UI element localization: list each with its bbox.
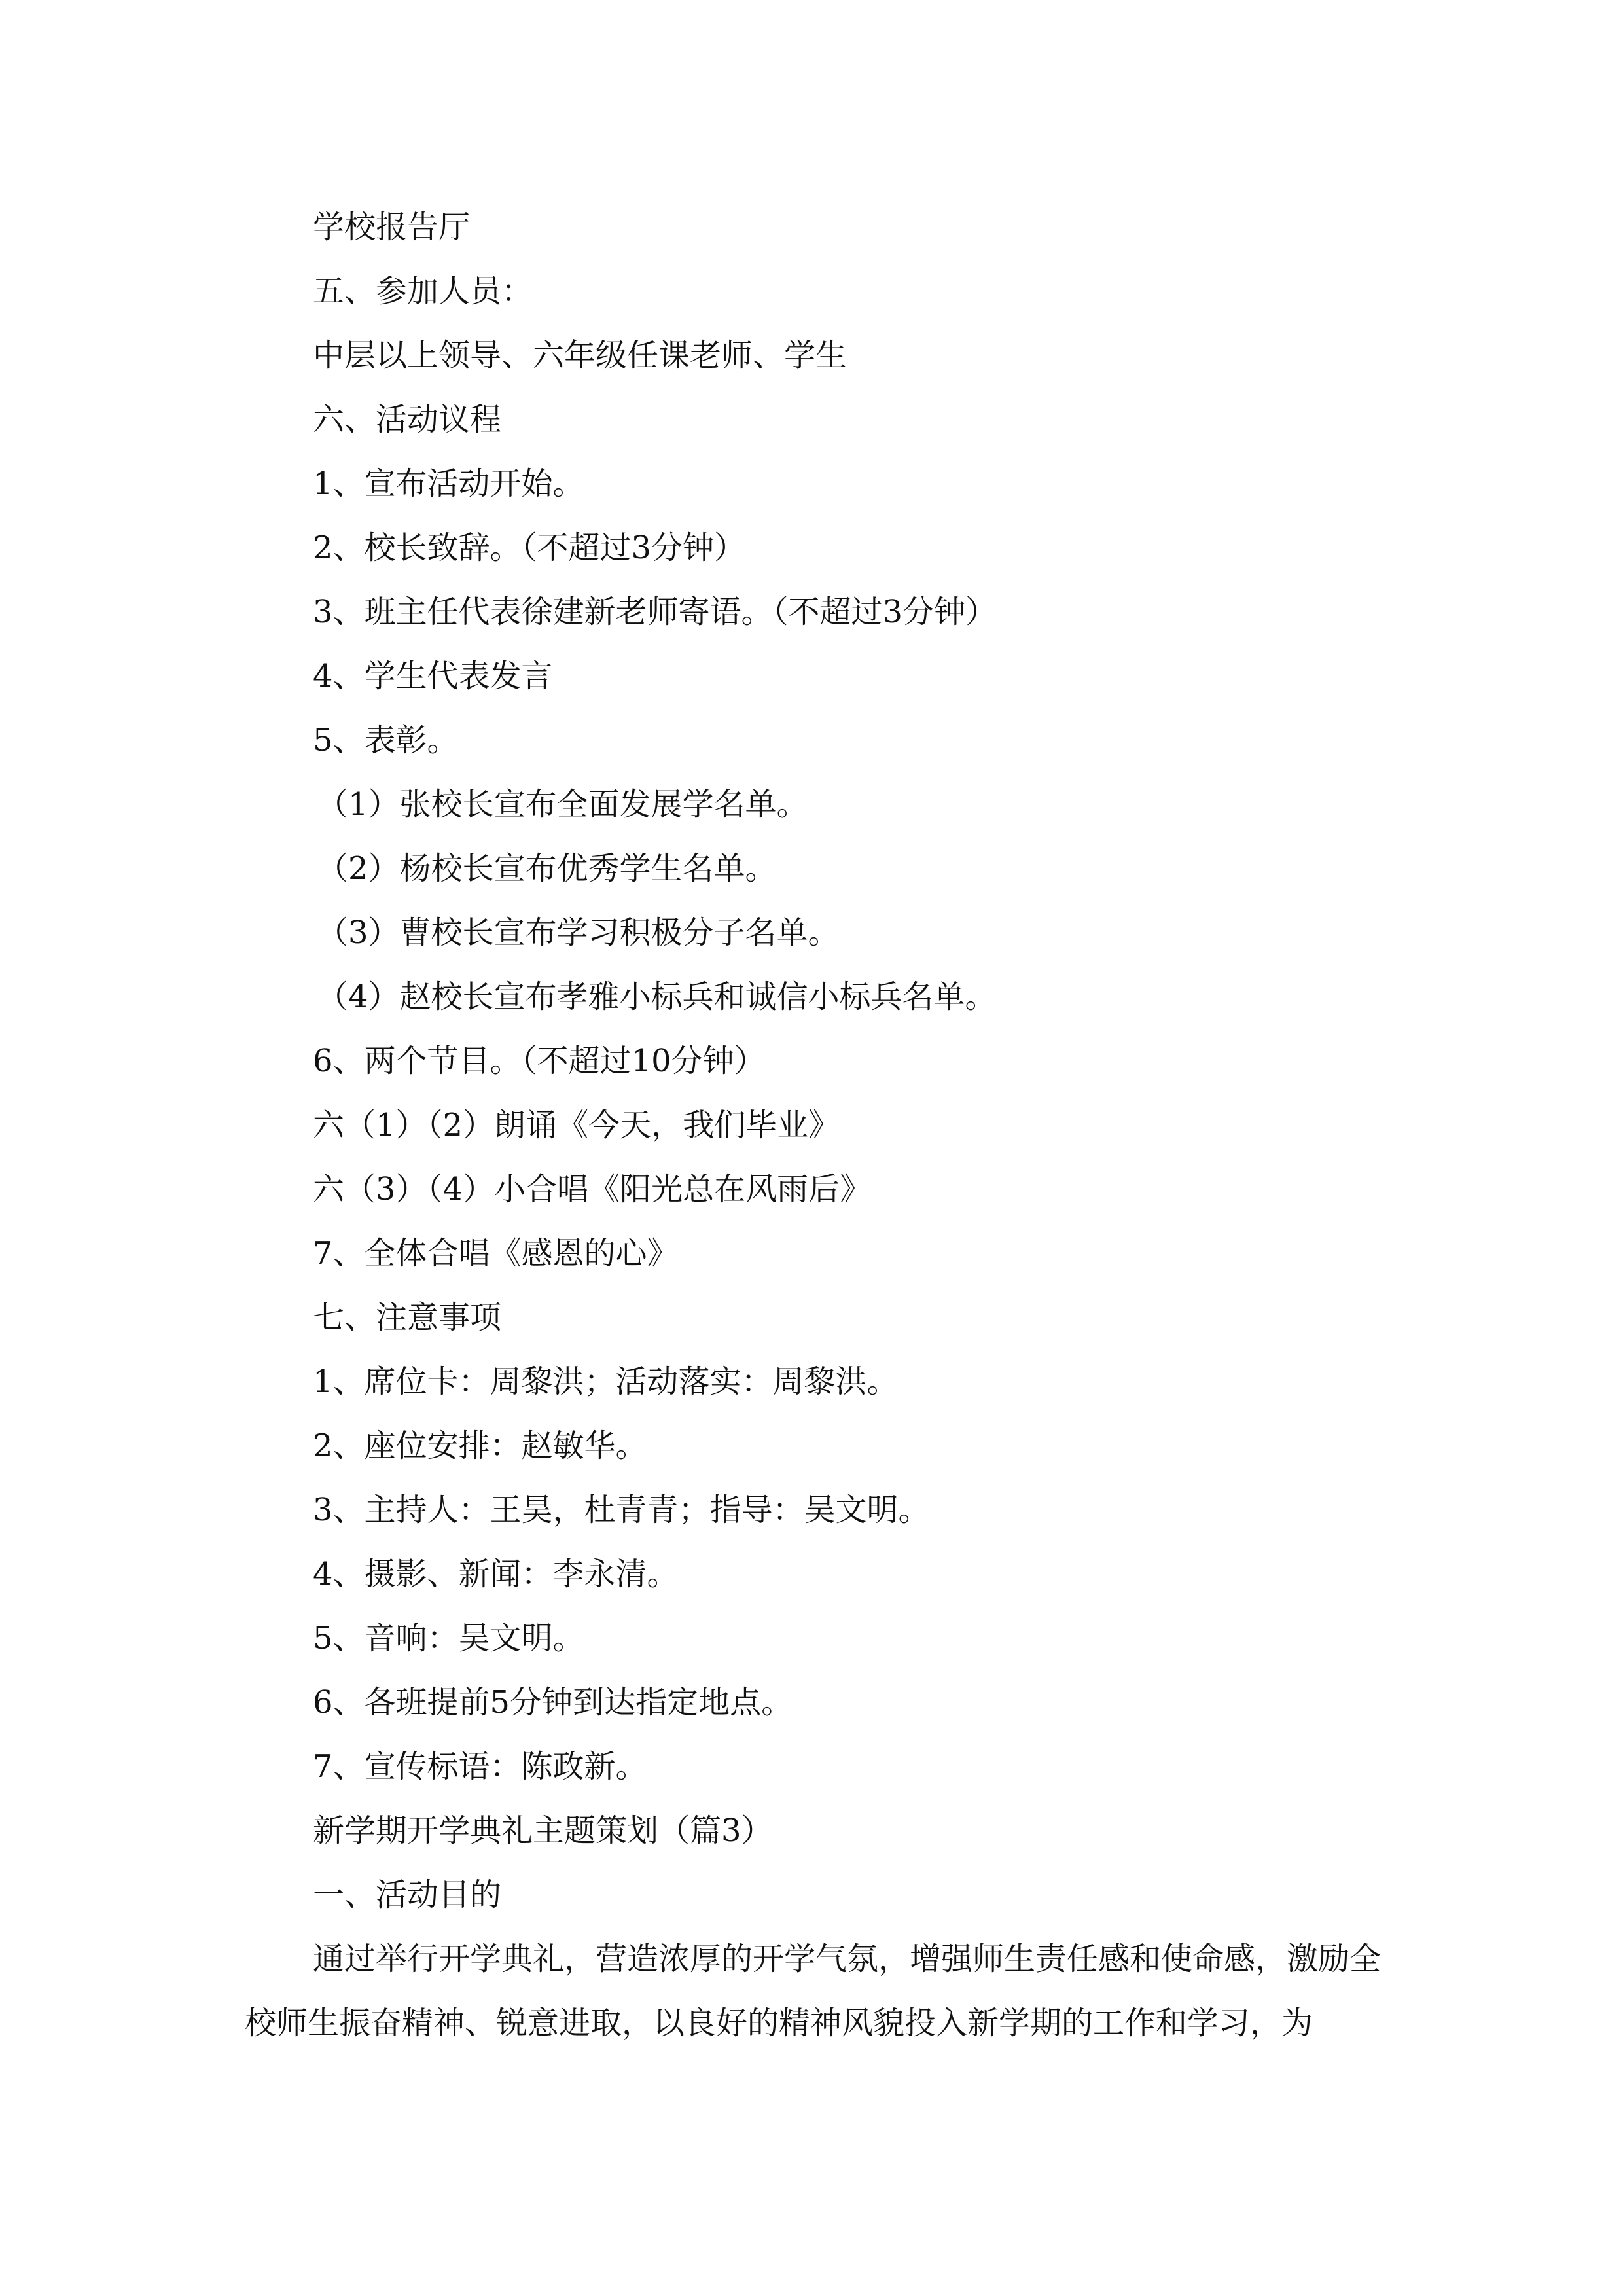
section-heading: 五、参加人员：: [313, 273, 533, 310]
sub-list-item: （1）张校长宣布全面发展学名单。: [317, 786, 808, 823]
list-item: 7、全体合唱《感恩的心》: [313, 1235, 679, 1272]
list-item: 4、学生代表发言: [313, 658, 553, 694]
list-item: 2、座位安排：赵敏华。: [313, 1427, 647, 1464]
article-title: 新学期开学典礼主题策划（篇3）: [313, 1812, 773, 1849]
list-item: 4、摄影、新闻：李永清。: [313, 1556, 679, 1592]
list-item: 1、宣布活动开始。: [313, 465, 584, 502]
list-item: 6、两个节目。（不超过10分钟）: [313, 1043, 766, 1079]
list-item: 六（3）（4）小合唱《阳光总在风雨后》: [313, 1171, 872, 1208]
list-item: 1、席位卡：周黎洪；活动落实：周黎洪。: [313, 1363, 899, 1400]
list-item: 7、宣传标语：陈政新。: [313, 1748, 647, 1785]
text-line: 中层以上领导、六年级任课老师、学生: [313, 337, 847, 374]
section-heading: 六、活动议程: [313, 401, 502, 438]
sub-list-item: （4）赵校长宣布孝雅小标兵和诚信小标兵名单。: [317, 978, 997, 1015]
sub-list-item: （2）杨校长宣布优秀学生名单。: [317, 850, 777, 887]
list-item: 六（1）（2）朗诵《今天，我们毕业》: [313, 1107, 840, 1143]
list-item: 6、各班提前5分钟到达指定地点。: [313, 1684, 793, 1721]
text-line: 学校报告厅: [313, 209, 471, 245]
section-heading: 七、注意事项: [313, 1299, 502, 1336]
body-paragraph: 通过举行开学典礼，营造浓厚的开学气氛，增强师生责任感和使命感，激励全校师生振奋精神、锐意进取，以良好的精神风貌投入新学期的工作和学习，为: [245, 1941, 1382, 2041]
list-item: 3、主持人：王昊，杜青青；指导：吴文明。: [313, 1492, 930, 1528]
sub-list-item: （3）曹校长宣布学习积极分子名单。: [317, 914, 840, 951]
list-item: 3、班主任代表徐建新老师寄语。（不超过3分钟）: [313, 594, 997, 630]
list-item: 5、表彰。: [313, 722, 459, 759]
list-item: 5、音响：吴文明。: [313, 1620, 584, 1657]
list-item: 2、校长致辞。（不超过3分钟）: [313, 529, 746, 566]
section-heading: 一、活动目的: [313, 1876, 502, 1913]
